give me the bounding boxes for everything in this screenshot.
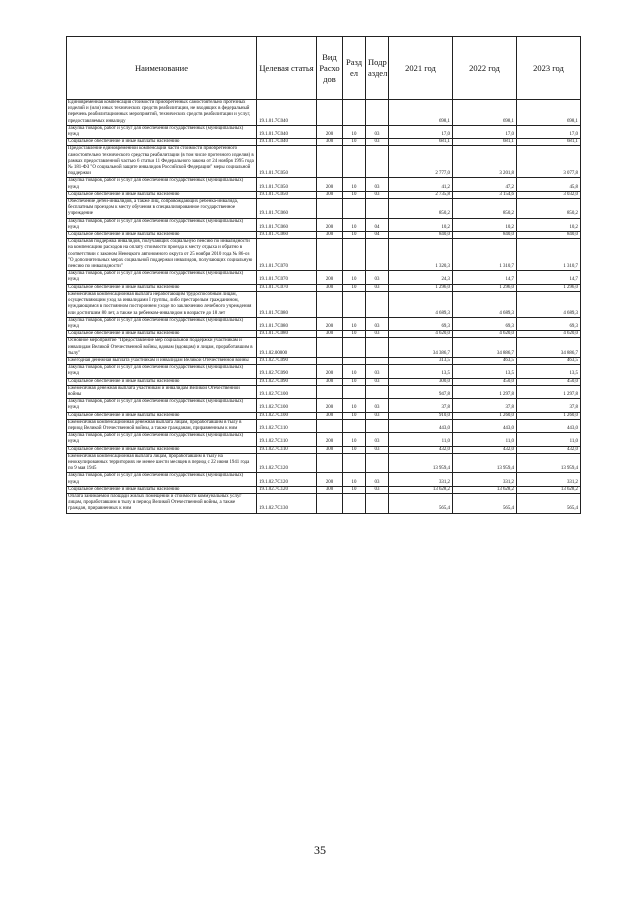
target-article-cell: 19.1.01.7С070	[257, 271, 317, 284]
amount-2023-cell: 850,2	[517, 199, 581, 219]
amount-2022-cell: 1 296,0	[453, 284, 517, 291]
amount-2023-cell: 4 620,0	[517, 331, 581, 338]
row-name-cell: Социальное обеспечение и иные выплаты населению	[67, 378, 257, 385]
section-cell: 10	[343, 378, 366, 385]
subsection-cell: 04	[366, 218, 389, 231]
amount-2023-cell: 1 297,8	[517, 385, 581, 398]
row-name-cell: Закупка товаров, работ и услуг для обеспечения государственных (муниципальных) нужд	[67, 399, 257, 412]
amount-2021-cell: 13 959,4	[389, 453, 453, 473]
section-cell: 10	[343, 399, 366, 412]
row-name-cell: Закупка товаров, работ и услуг для обеспечения государственных (муниципальных) нужд	[67, 365, 257, 378]
row-name-cell: Социальное обеспечение и иные выплаты населению	[67, 284, 257, 291]
amount-2022-cell: 34 886,7	[453, 338, 517, 358]
expense-type-cell: 200	[317, 473, 343, 486]
subsection-cell	[366, 385, 389, 398]
amount-2022-cell: 13 628,2	[453, 486, 517, 493]
subsection-cell	[366, 419, 389, 432]
target-article-cell: 19.1.01.7С080	[257, 317, 317, 330]
amount-2023-cell: 37,8	[517, 399, 581, 412]
amount-2023-cell: 432,0	[517, 446, 581, 453]
target-article-cell: 19.1.02.7С110	[257, 419, 317, 432]
section-cell: 10	[343, 331, 366, 338]
amount-2021-cell: 300,0	[389, 378, 453, 385]
amount-2023-cell: 450,0	[517, 378, 581, 385]
amount-2023-cell: 3 032,0	[517, 191, 581, 198]
subsection-cell	[366, 291, 389, 317]
target-article-cell: 19.1.02.7С090	[257, 378, 317, 385]
table-row	[67, 331, 581, 338]
section-cell	[343, 239, 366, 271]
amount-2022-cell: 1 297,8	[453, 385, 517, 398]
expense-type-cell: 300	[317, 232, 343, 239]
amount-2023-cell: 45,8	[517, 178, 581, 191]
table-row	[67, 493, 581, 513]
section-cell: 10	[343, 139, 366, 146]
subsection-cell	[366, 199, 389, 219]
table-row	[67, 218, 581, 231]
amount-2022-cell: 331,2	[453, 473, 517, 486]
target-article-cell: 19.1.01.7С040	[257, 100, 317, 126]
header-year-2021: 2021 год	[389, 37, 453, 100]
target-article-cell: 19.1.01.7С050	[257, 191, 317, 198]
amount-2021-cell: 1 320,3	[389, 239, 453, 271]
expense-type-cell	[317, 291, 343, 317]
amount-2021-cell: 11,0	[389, 433, 453, 446]
table-header-row	[67, 37, 581, 100]
amount-2022-cell: 14,7	[453, 271, 517, 284]
expense-type-cell: 300	[317, 378, 343, 385]
table-row	[67, 473, 581, 486]
target-article-cell: 19.1.01.7С080	[257, 291, 317, 317]
expense-type-cell	[317, 419, 343, 432]
row-name-cell: Закупка товаров, работ и услуг для обеспечения государственных (муниципальных) нужд	[67, 473, 257, 486]
subsection-cell: 03	[366, 125, 389, 138]
amount-2021-cell: 840,0	[389, 232, 453, 239]
section-cell: 10	[343, 271, 366, 284]
row-name-cell: Социальное обеспечение и иные выплаты населению	[67, 486, 257, 493]
amount-2021-cell: 10,2	[389, 218, 453, 231]
amount-2022-cell: 1 260,0	[453, 412, 517, 419]
row-name-cell: Предоставление единовременной компенсации части стоимости приобретенного самостоятельно технического средства реабилитации (в том числе протезного изделия) в рамках предоставленной частью 6 статьи 11 Федерального закона от 24 ноября 1995 года № 181-ФЗ "О социальной защите инвалидов Российской Федерации" меры социальной поддержки	[67, 146, 257, 178]
section-cell	[343, 419, 366, 432]
amount-2022-cell: 4 689,3	[453, 291, 517, 317]
expense-type-cell: 200	[317, 365, 343, 378]
table-row	[67, 199, 581, 219]
section-cell	[343, 100, 366, 126]
amount-2022-cell: 17,0	[453, 125, 517, 138]
amount-2023-cell: 840,0	[517, 232, 581, 239]
row-name-cell: Закупка товаров, работ и услуг для обеспечения государственных (муниципальных) нужд	[67, 271, 257, 284]
row-name-cell: Социальная поддержка инвалидов, получающих социальную пенсию по инвалидности на компенсацию расходов на оплату стоимости проезда к месту отдыха и обратно в соответствии с законом Ненецкого автономного округа от 25 ноября 2010 года № 86-оз "О дополнительных мерах социальной поддержки инвалидов, получающих социальную пенсию по инвалидности"	[67, 239, 257, 271]
subsection-cell: 03	[366, 486, 389, 493]
row-name-cell: Закупка товаров, работ и услуг для обеспечения государственных (муниципальных) нужд	[67, 218, 257, 231]
section-cell: 10	[343, 486, 366, 493]
section-cell: 10	[343, 433, 366, 446]
row-name-cell: Оплата занимаемой площади жилых помещений и стоимости коммунальных услуг лицам, проработавшим в тылу в период Великой Отечественной войны, а также граждан, приравненных к ним	[67, 493, 257, 513]
table-row	[67, 284, 581, 291]
amount-2022-cell: 11,0	[453, 433, 517, 446]
row-name-cell: Единовременная компенсация стоимости приобретенных самостоятельно протезных изделий и (или) иных технических средств реабилитации, не входящих в федеральный перечень реабилитационных мероприятий, технических средств реабилитации и услуг, предоставляемых инвалиду	[67, 100, 257, 126]
target-article-cell: 19.1.02.00000	[257, 338, 317, 358]
amount-2023-cell: 13,5	[517, 365, 581, 378]
subsection-cell: 03	[366, 399, 389, 412]
subsection-cell: 03	[366, 178, 389, 191]
amount-2023-cell: 13 959,4	[517, 453, 581, 473]
section-cell	[343, 338, 366, 358]
amount-2021-cell: 443,0	[389, 419, 453, 432]
subsection-cell	[366, 357, 389, 364]
amount-2022-cell: 840,0	[453, 232, 517, 239]
amount-2022-cell: 3 201,8	[453, 146, 517, 178]
table-row	[67, 378, 581, 385]
amount-2023-cell: 463,5	[517, 357, 581, 364]
section-cell: 10	[343, 232, 366, 239]
row-name-cell: Ежемесячная компенсационная выплата лицам, проработавшим в тылу на неоккупированных территориях не менее шести месяцев в период с 22 июня 1941 года по 9 мая 1945	[67, 453, 257, 473]
expense-type-cell	[317, 239, 343, 271]
section-cell	[343, 453, 366, 473]
expense-type-cell	[317, 199, 343, 219]
target-article-cell: 19.1.01.7С040	[257, 125, 317, 138]
expense-type-cell	[317, 493, 343, 513]
amount-2022-cell: 13 959,4	[453, 453, 517, 473]
section-cell	[343, 385, 366, 398]
section-cell: 10	[343, 412, 366, 419]
amount-2022-cell: 3 154,6	[453, 191, 517, 198]
amount-2021-cell: 17,0	[389, 125, 453, 138]
amount-2023-cell: 13 628,2	[517, 486, 581, 493]
target-article-cell: 19.1.02.7С090	[257, 365, 317, 378]
target-article-cell: 19.1.02.7С110	[257, 433, 317, 446]
expense-type-cell: 200	[317, 178, 343, 191]
section-cell	[343, 291, 366, 317]
amount-2021-cell: 432,0	[389, 446, 453, 453]
row-name-cell: Социальное обеспечение и иные выплаты населению	[67, 232, 257, 239]
amount-2023-cell: 69,3	[517, 317, 581, 330]
table-row	[67, 191, 581, 198]
amount-2021-cell: 698,1	[389, 100, 453, 126]
subsection-cell: 03	[366, 331, 389, 338]
row-name-cell: Закупка товаров, работ и услуг для обеспечения государственных (муниципальных) нужд	[67, 317, 257, 330]
target-article-cell: 19.1.01.7С070	[257, 284, 317, 291]
target-article-cell: 19.1.02.7С130	[257, 493, 317, 513]
amount-2022-cell: 850,2	[453, 199, 517, 219]
target-article-cell: 19.1.02.7С110	[257, 446, 317, 453]
expense-type-cell	[317, 100, 343, 126]
subsection-cell: 03	[366, 317, 389, 330]
table-row	[67, 446, 581, 453]
expense-type-cell	[317, 385, 343, 398]
expense-type-cell: 200	[317, 399, 343, 412]
amount-2022-cell: 37,8	[453, 399, 517, 412]
row-name-cell: Ежегодная денежная выплата участникам и инвалидам Великой Отечественной войны	[67, 357, 257, 364]
section-cell: 10	[343, 473, 366, 486]
amount-2021-cell: 24,3	[389, 271, 453, 284]
amount-2023-cell: 11,0	[517, 433, 581, 446]
expense-type-cell: 200	[317, 271, 343, 284]
table-row	[67, 385, 581, 398]
amount-2023-cell: 681,1	[517, 139, 581, 146]
amount-2021-cell: 2 735,8	[389, 191, 453, 198]
subsection-cell: 03	[366, 365, 389, 378]
amount-2021-cell: 4 689,3	[389, 291, 453, 317]
table-row	[67, 338, 581, 358]
section-cell	[343, 357, 366, 364]
expense-type-cell: 300	[317, 446, 343, 453]
target-article-cell: 19.1.01.7С060	[257, 232, 317, 239]
expense-type-cell	[317, 357, 343, 364]
amount-2021-cell: 565,4	[389, 493, 453, 513]
table-row	[67, 433, 581, 446]
target-article-cell: 19.1.02.7С090	[257, 357, 317, 364]
expense-type-cell: 200	[317, 433, 343, 446]
subsection-cell	[366, 338, 389, 358]
amount-2022-cell: 13,5	[453, 365, 517, 378]
expense-type-cell: 300	[317, 191, 343, 198]
section-cell: 10	[343, 218, 366, 231]
amount-2021-cell: 4 620,0	[389, 331, 453, 338]
subsection-cell: 03	[366, 271, 389, 284]
row-name-cell: Закупка товаров, работ и услуг для обеспечения государственных (муниципальных) нужд	[67, 125, 257, 138]
section-cell: 10	[343, 284, 366, 291]
target-article-cell: 19.1.01.7С080	[257, 331, 317, 338]
budget-table-page	[66, 36, 580, 514]
table-row	[67, 291, 581, 317]
table-row	[67, 125, 581, 138]
row-name-cell: Социальное обеспечение и иные выплаты населению	[67, 139, 257, 146]
table-row	[67, 365, 581, 378]
table-row	[67, 239, 581, 271]
section-cell	[343, 146, 366, 178]
subsection-cell: 03	[366, 191, 389, 198]
budget-table	[66, 36, 581, 514]
section-cell: 10	[343, 365, 366, 378]
amount-2021-cell: 910,0	[389, 412, 453, 419]
row-name-cell: Закупка товаров, работ и услуг для обеспечения государственных (муниципальных) нужд	[67, 178, 257, 191]
subsection-cell: 03	[366, 473, 389, 486]
amount-2021-cell: 41,2	[389, 178, 453, 191]
header-expense-type: Вид Расхо дов	[317, 37, 343, 100]
subsection-cell: 03	[366, 139, 389, 146]
amount-2023-cell: 34 886,7	[517, 338, 581, 358]
table-row	[67, 317, 581, 330]
amount-2022-cell: 69,3	[453, 317, 517, 330]
amount-2022-cell: 450,0	[453, 378, 517, 385]
amount-2021-cell: 850,2	[389, 199, 453, 219]
subsection-cell: 03	[366, 446, 389, 453]
expense-type-cell	[317, 338, 343, 358]
amount-2023-cell: 10,2	[517, 218, 581, 231]
table-row	[67, 419, 581, 432]
subsection-cell	[366, 453, 389, 473]
amount-2021-cell: 331,2	[389, 473, 453, 486]
target-article-cell: 19.1.01.7С040	[257, 139, 317, 146]
row-name-cell: Ежемесячная компенсационная выплата неработающим трудоспособным лицам, осуществляющим уход за инвалидами I группы, либо престарелым гражданином, нуждающимся в постоянном постороннем уходе по заключению лечебного учреждения или достигшим 80 лет, а также за ребенком-инвалидом в возрасте до 18 лет	[67, 291, 257, 317]
subsection-cell	[366, 493, 389, 513]
amount-2021-cell: 1 296,0	[389, 284, 453, 291]
row-name-cell: Обеспечение детей-инвалидов, а также лиц, сопровождающих ребёнка-инвалида, бесплатным проездом к месту обучения в специализированное государственное учреждение	[67, 199, 257, 219]
amount-2023-cell: 443,0	[517, 419, 581, 432]
subsection-cell	[366, 239, 389, 271]
table-row	[67, 412, 581, 419]
expense-type-cell: 200	[317, 317, 343, 330]
row-name-cell: Социальное обеспечение и иные выплаты населению	[67, 412, 257, 419]
target-article-cell: 19.1.01.7С060	[257, 199, 317, 219]
table-row	[67, 399, 581, 412]
target-article-cell: 19.1.01.7С050	[257, 146, 317, 178]
header-year-2023: 2023 год	[517, 37, 581, 100]
amount-2023-cell: 1 260,0	[517, 412, 581, 419]
subsection-cell: 03	[366, 378, 389, 385]
amount-2023-cell: 14,7	[517, 271, 581, 284]
target-article-cell: 19.1.02.7С100	[257, 385, 317, 398]
row-name-cell: Ежемесячная денежная выплата участникам и инвалидам Великой Отечественной войны	[67, 385, 257, 398]
header-section: Разд ел	[343, 37, 366, 100]
subsection-cell	[366, 100, 389, 126]
amount-2023-cell: 1 310,7	[517, 239, 581, 271]
table-row	[67, 453, 581, 473]
expense-type-cell: 300	[317, 412, 343, 419]
expense-type-cell: 200	[317, 218, 343, 231]
row-name-cell: Социальное обеспечение и иные выплаты населению	[67, 191, 257, 198]
target-article-cell: 19.1.02.7С120	[257, 453, 317, 473]
expense-type-cell: 300	[317, 331, 343, 338]
amount-2022-cell: 443,0	[453, 419, 517, 432]
section-cell: 10	[343, 191, 366, 198]
target-article-cell: 19.1.01.7С060	[257, 218, 317, 231]
subsection-cell: 03	[366, 433, 389, 446]
expense-type-cell: 300	[317, 486, 343, 493]
target-article-cell: 19.1.02.7С120	[257, 486, 317, 493]
amount-2021-cell: 313,5	[389, 357, 453, 364]
expense-type-cell	[317, 146, 343, 178]
amount-2022-cell: 698,1	[453, 100, 517, 126]
section-cell	[343, 199, 366, 219]
header-name: Наименование	[67, 37, 257, 100]
amount-2021-cell: 37,8	[389, 399, 453, 412]
table-row	[67, 139, 581, 146]
amount-2022-cell: 432,0	[453, 446, 517, 453]
expense-type-cell	[317, 453, 343, 473]
expense-type-cell: 300	[317, 139, 343, 146]
table-row	[67, 232, 581, 239]
table-row	[67, 357, 581, 364]
amount-2021-cell: 2 777,0	[389, 146, 453, 178]
amount-2022-cell: 4 620,0	[453, 331, 517, 338]
amount-2021-cell: 947,8	[389, 385, 453, 398]
table-row	[67, 486, 581, 493]
subsection-cell: 03	[366, 412, 389, 419]
table-body	[67, 100, 581, 514]
subsection-cell: 03	[366, 284, 389, 291]
table-row	[67, 271, 581, 284]
amount-2022-cell: 463,5	[453, 357, 517, 364]
amount-2023-cell: 4 689,3	[517, 291, 581, 317]
subsection-cell	[366, 146, 389, 178]
target-article-cell: 19.1.02.7С100	[257, 399, 317, 412]
header-subsection: Подр аздел	[366, 37, 389, 100]
row-name-cell: Основное мероприятие "Предоставление мер социальной поддержки участникам и инвалидам Великой Отечественной войны, вдовам (вдовцам) и лицам, проработавшим в тылу"	[67, 338, 257, 358]
table-row	[67, 100, 581, 126]
expense-type-cell: 200	[317, 125, 343, 138]
amount-2023-cell: 1 296,0	[517, 284, 581, 291]
amount-2023-cell: 17,0	[517, 125, 581, 138]
amount-2021-cell: 69,3	[389, 317, 453, 330]
amount-2023-cell: 331,2	[517, 473, 581, 486]
target-article-cell: 19.1.01.7С050	[257, 178, 317, 191]
amount-2022-cell: 565,4	[453, 493, 517, 513]
table-row	[67, 146, 581, 178]
amount-2021-cell: 13,5	[389, 365, 453, 378]
amount-2023-cell: 565,4	[517, 493, 581, 513]
page-number: 35	[314, 843, 326, 857]
section-cell: 10	[343, 178, 366, 191]
row-name-cell: Социальное обеспечение и иные выплаты населению	[67, 331, 257, 338]
section-cell	[343, 493, 366, 513]
amount-2023-cell: 698,1	[517, 100, 581, 126]
amount-2021-cell: 34 386,7	[389, 338, 453, 358]
amount-2022-cell: 47,2	[453, 178, 517, 191]
expense-type-cell: 300	[317, 284, 343, 291]
row-name-cell: Закупка товаров, работ и услуг для обеспечения государственных (муниципальных) нужд	[67, 433, 257, 446]
header-year-2022: 2022 год	[453, 37, 517, 100]
target-article-cell: 19.1.02.7С100	[257, 412, 317, 419]
amount-2022-cell: 1 310,7	[453, 239, 517, 271]
amount-2023-cell: 3 077,8	[517, 146, 581, 178]
subsection-cell: 04	[366, 232, 389, 239]
row-name-cell: Социальное обеспечение и иные выплаты населению	[67, 446, 257, 453]
amount-2021-cell: 681,1	[389, 139, 453, 146]
target-article-cell: 19.1.01.7С070	[257, 239, 317, 271]
table-row	[67, 178, 581, 191]
row-name-cell: Ежемесячная компенсационная денежная выплата лицам, проработавшим в тылу в период Великой Отечественной войны, а также гражданам, приравненным к ним	[67, 419, 257, 432]
target-article-cell: 19.1.02.7С120	[257, 473, 317, 486]
amount-2021-cell: 13 628,2	[389, 486, 453, 493]
section-cell: 10	[343, 317, 366, 330]
amount-2022-cell: 681,1	[453, 139, 517, 146]
amount-2022-cell: 10,2	[453, 218, 517, 231]
section-cell: 10	[343, 125, 366, 138]
section-cell: 10	[343, 446, 366, 453]
header-target-article: Целевая статья	[257, 37, 317, 100]
